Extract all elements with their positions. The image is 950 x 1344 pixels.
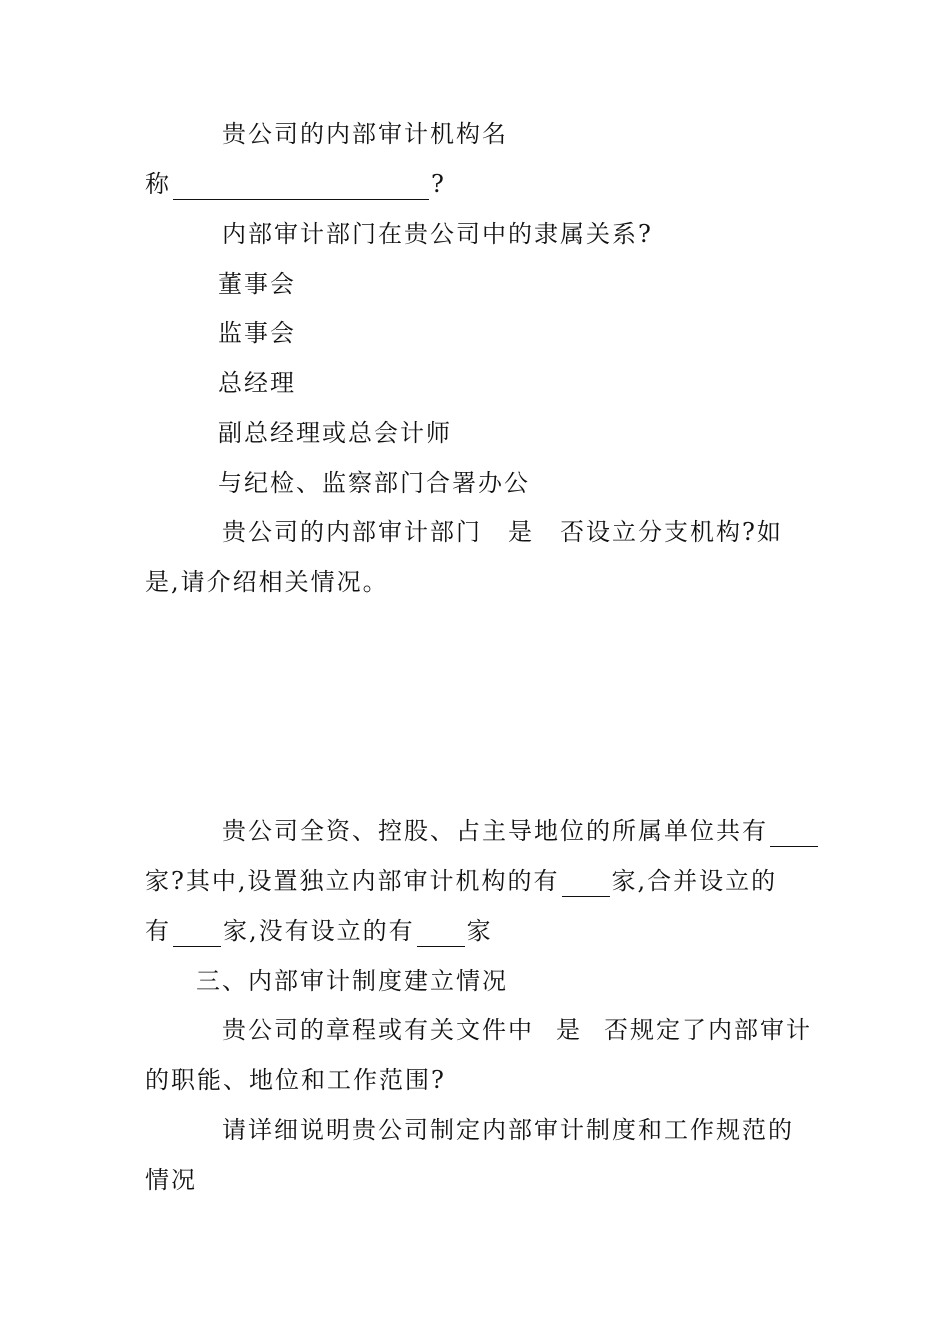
- question-reporting-relation: [222, 218, 653, 250]
- option-label: 副总经理或总会计师: [218, 419, 452, 447]
- question-subsidiaries-cont2: [145, 915, 493, 947]
- yes-option[interactable]: 是: [508, 518, 534, 546]
- question-charter: [222, 1014, 812, 1046]
- option-supervisory-board: [218, 317, 296, 349]
- text: 家?其中,设置独立内部审计机构的有: [145, 867, 560, 895]
- text: 请详细说明贵公司制定内部审计制度和工作规范的: [222, 1116, 794, 1144]
- section-heading-3: [196, 965, 508, 997]
- question-audit-org-name-cont: [145, 168, 446, 200]
- text: 家: [466, 917, 493, 945]
- question-branches: [222, 516, 783, 548]
- text: 否设立分支机构?如: [560, 518, 783, 546]
- independent-count-blank[interactable]: [562, 870, 610, 897]
- text: 否规定了内部审计: [604, 1016, 812, 1044]
- option-label: 总经理: [218, 369, 296, 397]
- yes-option[interactable]: 是: [556, 1016, 582, 1044]
- subsidiary-count-blank[interactable]: [770, 820, 818, 847]
- question-regulations-cont: [145, 1164, 197, 1196]
- text: 贵公司的章程或有关文件中: [222, 1016, 534, 1044]
- option-label: 董事会: [218, 270, 296, 298]
- option-board: [218, 268, 296, 300]
- text: 情况: [145, 1166, 197, 1194]
- merged-count-blank[interactable]: [173, 920, 221, 947]
- question-regulations: [222, 1114, 794, 1146]
- option-joint-office: [218, 467, 530, 499]
- org-name-blank[interactable]: [173, 173, 429, 200]
- option-label: 监事会: [218, 319, 296, 347]
- option-general-manager: [218, 367, 296, 399]
- option-label: 与纪检、监察部门合署办公: [218, 469, 530, 497]
- section-title: 三、内部审计制度建立情况: [196, 967, 508, 995]
- question-subsidiaries-cont: [145, 865, 777, 897]
- question-charter-cont: [145, 1064, 446, 1096]
- text: 是,请介绍相关情况。: [145, 568, 389, 596]
- text: 家,没有设立的有: [223, 917, 415, 945]
- question-subsidiaries: [222, 815, 820, 847]
- text: 家,合并设立的: [611, 867, 778, 895]
- text: 有: [145, 917, 171, 945]
- text: 内部审计部门在贵公司中的隶属关系?: [222, 220, 653, 248]
- text: 的职能、地位和工作范围?: [145, 1066, 446, 1094]
- text: 称: [145, 170, 171, 198]
- question-branches-cont: [145, 566, 389, 598]
- question-audit-org-name: [222, 118, 508, 150]
- none-count-blank[interactable]: [417, 920, 465, 947]
- text: 贵公司全资、控股、占主导地位的所属单位共有: [222, 817, 768, 845]
- text: 贵公司的内部审计机构名: [222, 120, 508, 148]
- text: ?: [431, 170, 446, 198]
- option-deputy-gm: [218, 417, 452, 449]
- text: 贵公司的内部审计部门: [222, 518, 482, 546]
